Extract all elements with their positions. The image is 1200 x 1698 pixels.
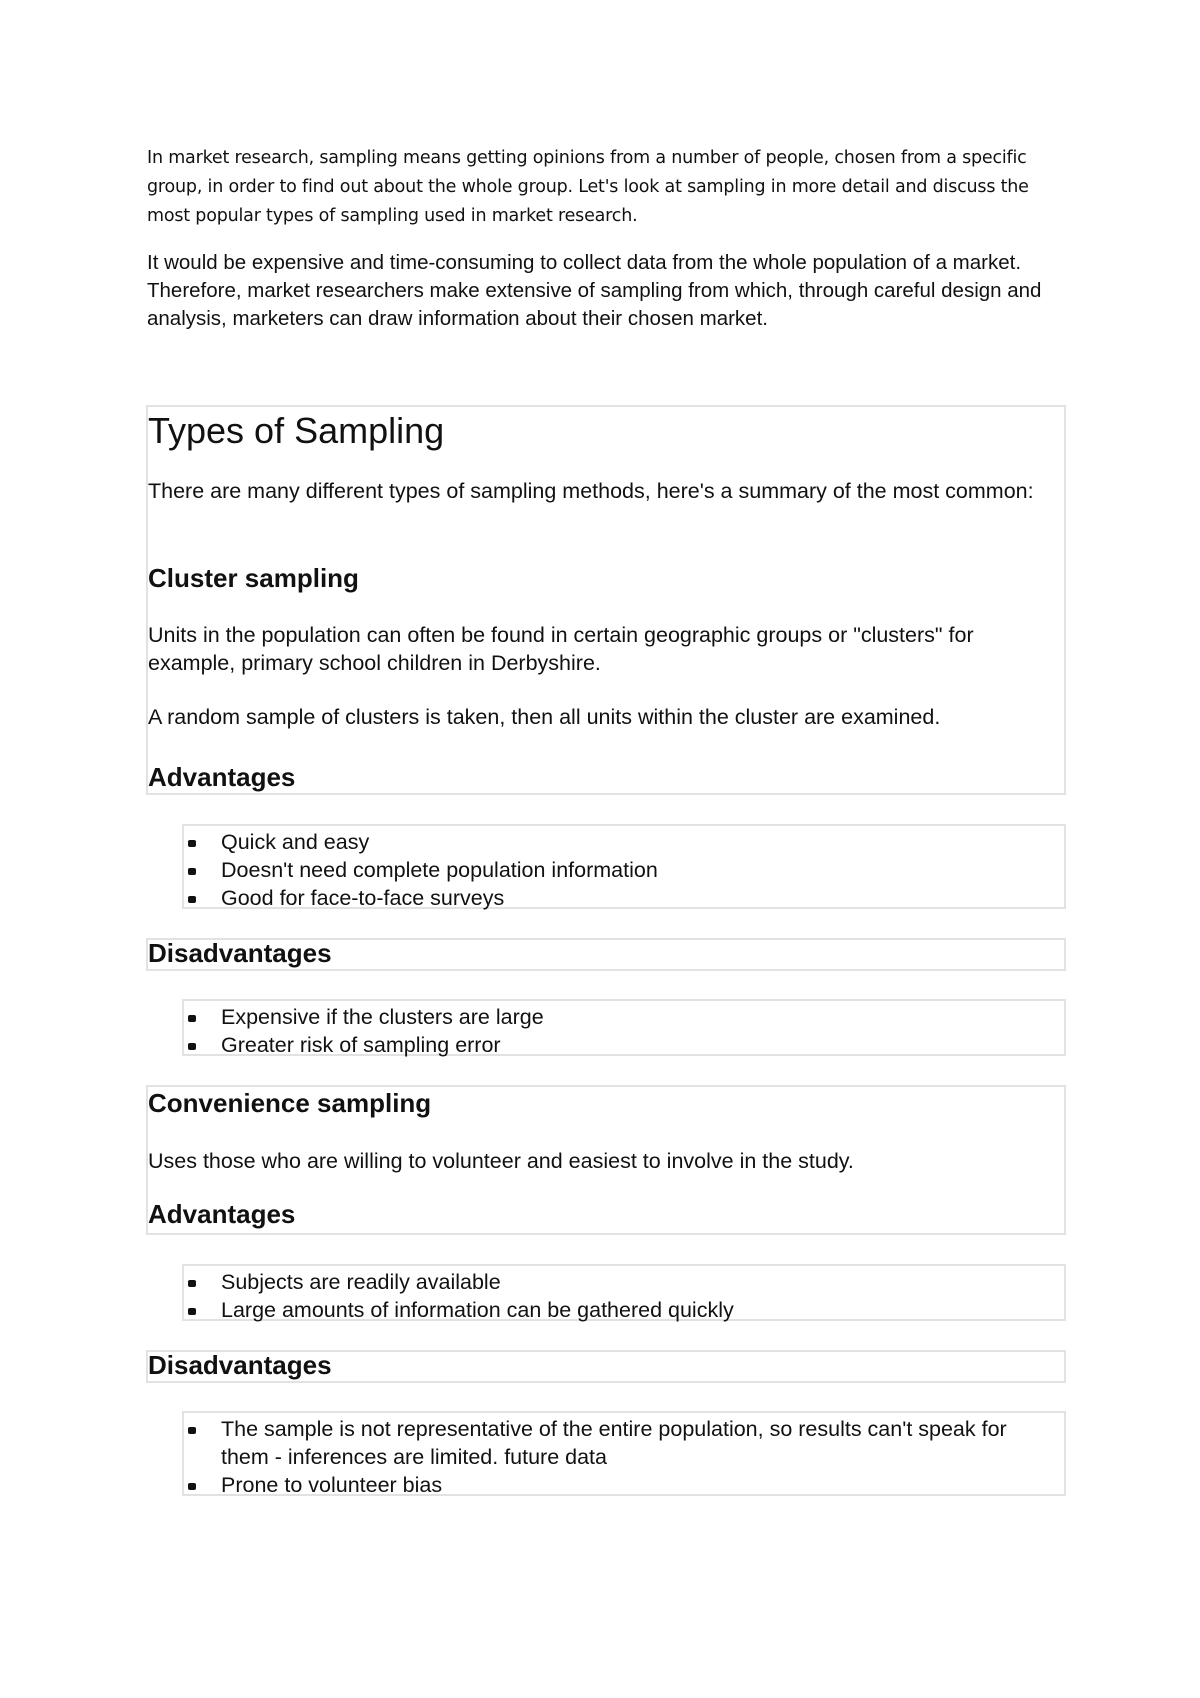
cluster-heading: Cluster sampling — [148, 563, 359, 593]
cluster-description: Units in the population can often be found in certain geographic groups or "clusters" for example, primary school children in Derbyshire. — [148, 623, 974, 675]
list-item: Prone to volunteer bias — [184, 1471, 1060, 1499]
cluster-disadvantages-heading: Disadvantages — [148, 938, 332, 968]
intro-paragraph: In market research, sampling means getting opinions from a number of people, chosen from a specific group, in order to find out about the whole group. Let's look at sampling in more detail and discuss the most popular types of sampling used in market research. — [147, 148, 1029, 226]
cluster-advantages-heading: Advantages — [148, 762, 296, 792]
cluster-disadvantages-list-box — [182, 999, 1066, 1056]
convenience-disadvantages-list — [184, 1415, 1060, 1499]
list-item: Expensive if the clusters are large — [184, 1003, 1060, 1031]
convenience-disadvantages-heading-box — [146, 1350, 1066, 1383]
convenience-heading: Convenience sampling — [148, 1088, 432, 1118]
list-item: Doesn't need complete population information — [184, 856, 1060, 884]
cluster-advantages-list — [184, 828, 1060, 912]
convenience-description: Uses those who are willing to volunteer and easiest to involve in the study. — [148, 1149, 854, 1173]
list-item: Good for face-to-face surveys — [184, 884, 1060, 912]
population-paragraph: It would be expensive and time-consuming to collect data from the whole population of a market. Therefore, market researchers make extensive of sampling from which, through careful design and analysis, marketers can draw information about their chosen market. — [147, 251, 1042, 330]
list-item: Greater risk of sampling error — [184, 1031, 1060, 1059]
convenience-disadvantages-list-box — [182, 1411, 1066, 1496]
types-of-sampling-section — [146, 405, 1066, 795]
cluster-disadvantages-list — [184, 1003, 1060, 1059]
types-summary: There are many different types of sampling methods, here's a summary of the most common: — [148, 479, 1034, 503]
cluster-method: A random sample of clusters is taken, then all units within the cluster are examined. — [148, 705, 941, 729]
page-title: Types of Sampling — [148, 410, 445, 451]
convenience-advantages-list — [184, 1268, 1060, 1324]
convenience-disadvantages-heading: Disadvantages — [148, 1350, 332, 1380]
list-item: Large amounts of information can be gathered quickly — [184, 1296, 1060, 1324]
list-item: The sample is not representative of the entire population, so results can't speak for them - inferences are limited. future data — [184, 1415, 1060, 1471]
list-item: Subjects are readily available — [184, 1268, 1060, 1296]
cluster-advantages-list-box — [182, 824, 1066, 909]
cluster-disadvantages-heading-box — [146, 938, 1066, 971]
convenience-sampling-section — [146, 1085, 1066, 1235]
convenience-advantages-list-box — [182, 1264, 1066, 1321]
convenience-advantages-heading: Advantages — [148, 1199, 296, 1229]
list-item: Quick and easy — [184, 828, 1060, 856]
